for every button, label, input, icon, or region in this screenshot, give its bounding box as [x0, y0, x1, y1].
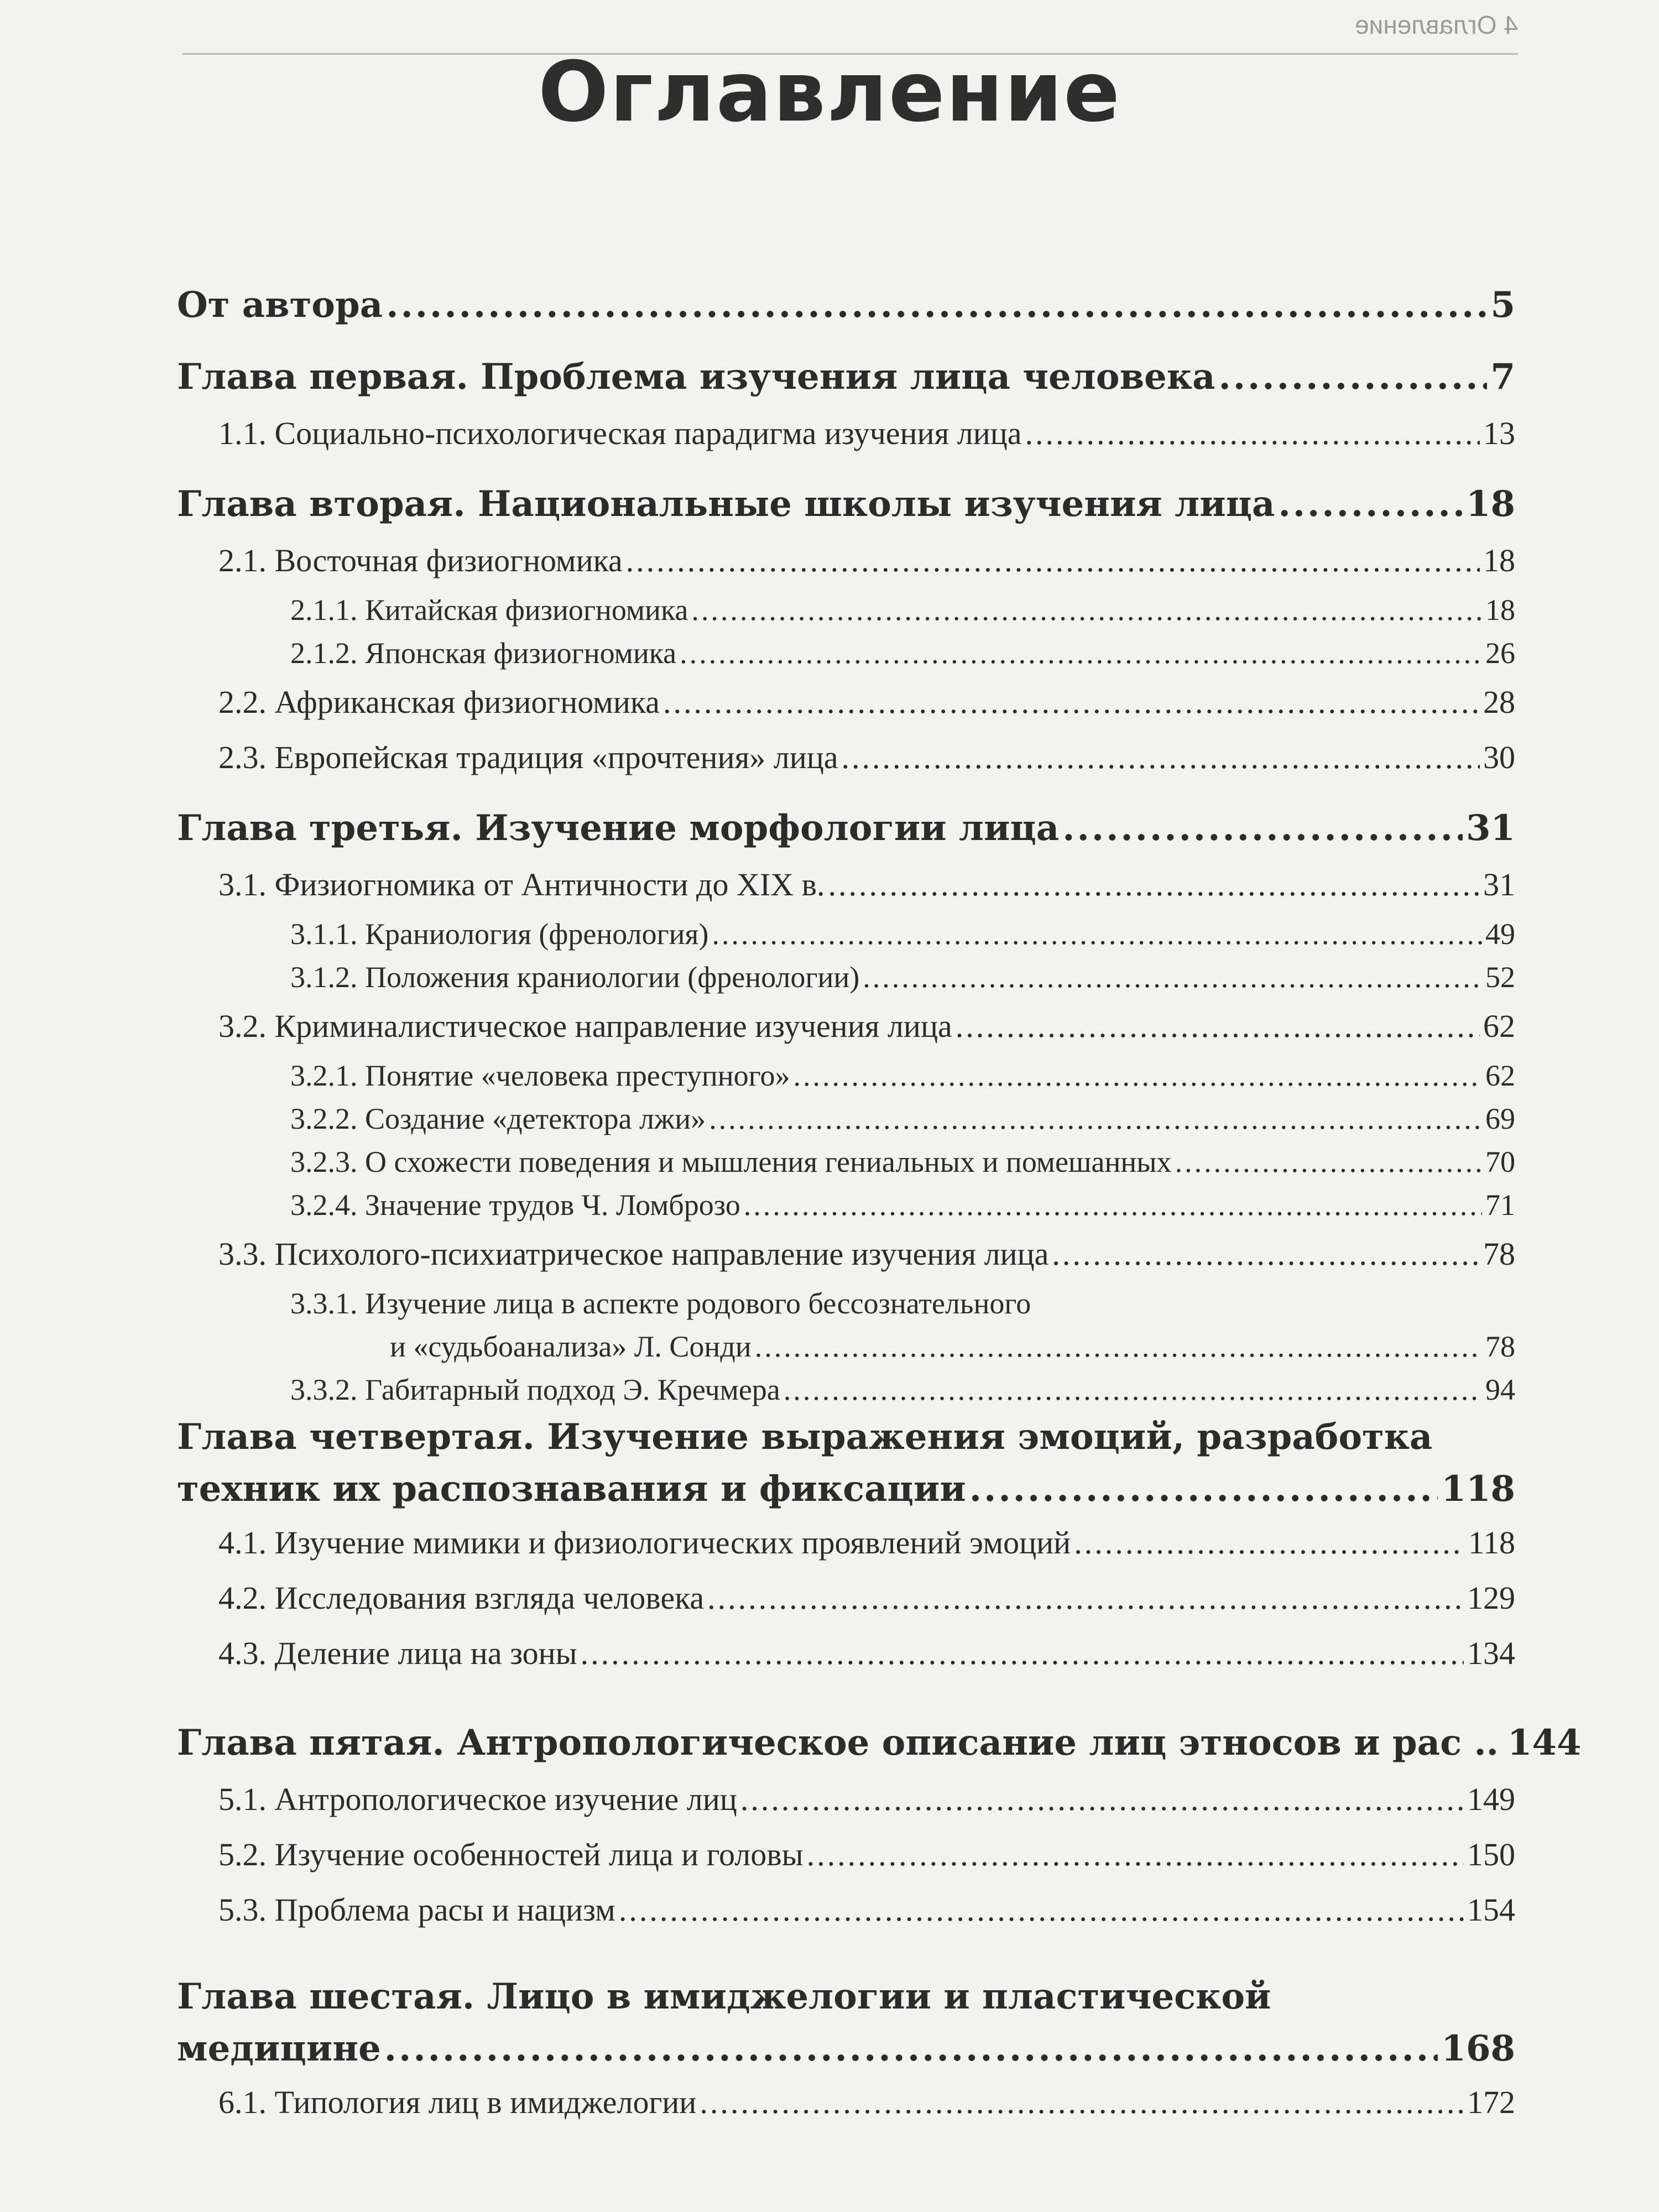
- toc-page: 52: [1485, 961, 1515, 994]
- leader-dots: [1278, 476, 1463, 533]
- toc-label-continued: медицине: [177, 2028, 381, 2069]
- leader-dots: [969, 1463, 1438, 1515]
- toc-page: 62: [1483, 1008, 1515, 1044]
- toc-entry-chapter-4: [177, 1411, 1515, 1515]
- toc-entry-3-3-1: [177, 1282, 1515, 1368]
- toc-page: 31: [1483, 867, 1515, 902]
- page-title: Оглавление: [538, 44, 1121, 140]
- toc-entry-chapter-6: [177, 1971, 1515, 2075]
- leader-dots: [1175, 1140, 1482, 1183]
- leader-dots: [1062, 800, 1463, 857]
- toc-entry-3-2-1: [177, 1054, 1515, 1097]
- leader-dots: [1025, 406, 1480, 461]
- toc-label: 3.2. Криминалистическое направление изучения лица: [218, 1008, 952, 1044]
- leader-dots: [1074, 1515, 1465, 1571]
- leader-dots: [700, 2075, 1464, 2130]
- toc-page: 94: [1485, 1373, 1515, 1406]
- leader-dots: [863, 956, 1482, 999]
- toc-label: Глава первая. Проблема изучения лица человека: [177, 356, 1215, 398]
- toc-label: 3.2.3. О схожести поведения и мышления гениальных и помешанных: [290, 1145, 1172, 1178]
- toc-entry-3-2-3: [177, 1140, 1515, 1183]
- toc-label: Глава третья. Изучение морфологии лица: [177, 807, 1060, 849]
- toc-label: 3.2.2. Создание «детектора лжи»: [290, 1102, 706, 1135]
- toc-label: От автора: [177, 284, 383, 326]
- toc-entry-3-2-4: [177, 1183, 1515, 1227]
- toc-entry-3-3: [177, 1227, 1515, 1282]
- toc-page: 18: [1465, 483, 1515, 525]
- toc-page: 70: [1485, 1145, 1515, 1178]
- leader-dots: [828, 857, 1480, 912]
- toc-page: 154: [1467, 1892, 1515, 1928]
- toc-page: 30: [1483, 739, 1515, 775]
- toc-page: 5: [1490, 284, 1515, 326]
- toc-entry-3-3-2: [177, 1368, 1515, 1411]
- toc-label: Глава пятая. Антропологическое описание лиц этносов и рас ..: [177, 1722, 1499, 1764]
- toc-entry-5-3: [177, 1882, 1515, 1938]
- toc-entry-6-1: [177, 2075, 1515, 2130]
- toc-label: 2.1.1. Китайская физиогномика: [290, 593, 688, 627]
- toc-entry-5-2: [177, 1827, 1515, 1882]
- toc-page: 78: [1485, 1330, 1515, 1363]
- leader-dots: [1052, 1227, 1480, 1282]
- leader-dots: [619, 1882, 1464, 1938]
- toc-page: 168: [1441, 2028, 1515, 2069]
- toc-label: 5.1. Антропологическое изучение лиц: [218, 1781, 737, 1817]
- toc-entry-4-2: [177, 1571, 1515, 1626]
- leader-dots: [784, 1368, 1482, 1411]
- running-head: 4 Оглавление: [1355, 11, 1518, 39]
- leader-dots: [386, 276, 1487, 334]
- toc-label: 3.1.1. Краниология (френология): [290, 917, 709, 951]
- toc-page: 150: [1467, 1837, 1515, 1872]
- toc-entry-3-2-2: [177, 1097, 1515, 1140]
- toc-page: 134: [1467, 1635, 1515, 1671]
- toc-entry-3-2: [177, 999, 1515, 1054]
- toc-entry-5-1: [177, 1772, 1515, 1827]
- leader-dots: [956, 999, 1480, 1054]
- toc-page: 26: [1485, 637, 1515, 670]
- leader-dots: [691, 588, 1482, 632]
- leader-dots: [707, 1571, 1464, 1626]
- toc-page: 71: [1485, 1188, 1515, 1222]
- toc-label: 3.2.4. Значение трудов Ч. Ломброзо: [290, 1188, 740, 1222]
- toc-page: 144: [1507, 1722, 1582, 1764]
- toc-page: 69: [1485, 1102, 1515, 1135]
- leader-dots: [1218, 348, 1487, 406]
- leader-dots: [663, 675, 1480, 730]
- toc-entry-4-3: [177, 1626, 1515, 1681]
- toc-label: 3.1. Физиогномика от Античности до XIX в.: [218, 867, 825, 902]
- toc-label: 3.2.1. Понятие «человека преступного»: [290, 1059, 790, 1092]
- toc-label: 3.1.2. Положения краниологии (френологии): [290, 961, 860, 994]
- toc-entry-chapter-5: [177, 1714, 1582, 1772]
- leader-dots: [680, 632, 1482, 675]
- toc-label: 5.2. Изучение особенностей лица и головы: [218, 1837, 804, 1872]
- toc-label: 2.1.2. Японская физиогномика: [290, 637, 677, 670]
- leader-dots: [842, 730, 1480, 785]
- toc-entry-2-1-1: [177, 588, 1515, 632]
- toc-label: 3.3.2. Габитарный подход Э. Кречмера: [290, 1373, 780, 1406]
- toc-label: 4.3. Деление лица на зоны: [218, 1635, 577, 1671]
- leader-dots: [744, 1183, 1482, 1227]
- toc-label: 1.1. Социально-психологическая парадигма изучения лица: [218, 415, 1022, 451]
- toc-entry-3-1: [177, 857, 1515, 912]
- toc-entry-2-1-2: [177, 632, 1515, 675]
- toc-page: 31: [1465, 807, 1515, 849]
- toc-label: Глава четвертая. Изучение выражения эмоций, разработка: [177, 1416, 1433, 1458]
- toc-page: 172: [1467, 2084, 1515, 2120]
- leader-dots: [712, 912, 1482, 956]
- toc-entry-3-1-1: [177, 912, 1515, 956]
- toc-label: 3.3.1. Изучение лица в аспекте родового бессознательного: [290, 1287, 1031, 1320]
- leader-dots: [807, 1827, 1464, 1882]
- toc-page: 18: [1483, 542, 1515, 578]
- toc-page: 62: [1485, 1059, 1515, 1092]
- leader-dots: [384, 2023, 1438, 2075]
- table-of-contents: [177, 276, 1582, 2130]
- leader-dots: [581, 1626, 1464, 1681]
- toc-label: Глава шестая. Лицо в имиджелогии и пластической: [177, 1976, 1271, 2017]
- leader-dots: [626, 533, 1480, 588]
- toc-label: 4.2. Исследования взгляда человека: [218, 1580, 705, 1616]
- toc-label-continued: техник их распознавания и фиксации: [177, 1468, 966, 1510]
- toc-label: 6.1. Типология лиц в имиджелогии: [218, 2084, 697, 2120]
- toc-page: 18: [1485, 593, 1515, 627]
- toc-entry-3-1-2: [177, 956, 1515, 999]
- toc-page: 149: [1467, 1781, 1515, 1817]
- toc-page: 78: [1483, 1236, 1515, 1272]
- toc-page: 7: [1490, 356, 1515, 398]
- toc-page: 13: [1483, 415, 1515, 451]
- toc-entry-1-1: [177, 406, 1515, 461]
- toc-label: Глава вторая. Национальные школы изучения лица: [177, 483, 1275, 525]
- toc-page: 118: [1468, 1525, 1515, 1561]
- toc-label: 3.3. Психолого-психиатрическое направление изучения лица: [218, 1236, 1049, 1272]
- toc-page: 118: [1441, 1468, 1515, 1510]
- leader-dots: [740, 1772, 1464, 1827]
- toc-entry-author: [177, 276, 1515, 334]
- toc-entry-2-2: [177, 675, 1515, 730]
- leader-dots: [793, 1054, 1482, 1097]
- leader-dots: [709, 1097, 1482, 1140]
- toc-label: 5.3. Проблема расы и нацизм: [218, 1892, 615, 1928]
- toc-page: 49: [1485, 917, 1515, 951]
- toc-label: 2.1. Восточная физиогномика: [218, 542, 623, 578]
- toc-label: 2.3. Европейская традиция «прочтения» лица: [218, 739, 838, 775]
- toc-entry-2-3: [177, 730, 1515, 785]
- toc-page: 129: [1467, 1580, 1515, 1616]
- toc-entry-chapter-3: [177, 800, 1515, 857]
- leader-dots: [755, 1325, 1482, 1368]
- toc-label: 2.2. Африканская физиогномика: [218, 684, 660, 720]
- toc-entry-2-1: [177, 533, 1515, 588]
- toc-entry-chapter-2: [177, 476, 1515, 533]
- toc-label-continued: и «судьбоанализа» Л. Сонди: [390, 1330, 752, 1363]
- toc-entry-chapter-1: [177, 348, 1515, 406]
- toc-label: 4.1. Изучение мимики и физиологических проявлений эмоций: [218, 1525, 1071, 1561]
- toc-page: 28: [1483, 684, 1515, 720]
- toc-entry-4-1: [177, 1515, 1515, 1571]
